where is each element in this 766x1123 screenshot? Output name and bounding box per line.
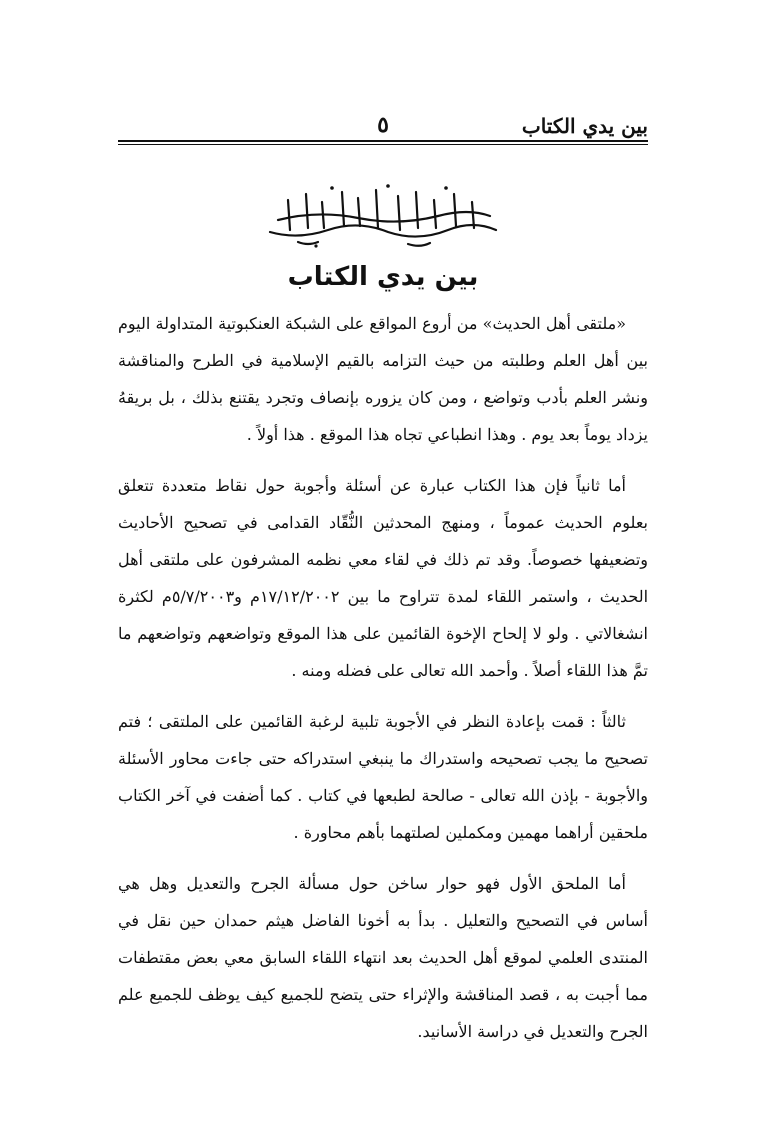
- header-rule-thin: [118, 144, 648, 145]
- running-header-title: بين يدي الكتاب: [521, 114, 648, 138]
- paragraph-4: أما الملحق الأول فهو حوار ساخن حول مسألة الجرح والتعديل وهل هي أساس في التصحيح والتعليل . بدأ به أخونا الفاضل هيثم حمدان حين نقل في المنتدى العلمي لموقع أهل الحديث بعد انتهاء اللقاء السابق معي بعض مقتطفات مما أجبت به ، قصد المناقشة والإثراء حتى يتضح للجميع كيف يوظف للجميع علم الجرح والتعديل في دراسة الأسانيد.: [118, 874, 648, 1041]
- header-rule: [118, 140, 648, 142]
- section-title: بين يدي الكتاب: [287, 262, 479, 292]
- running-header: [118, 112, 648, 142]
- paragraph-3: ثالثاً : قمت بإعادة النظر في الأجوبة تلبية لرغبة القائمين على الملتقى ؛ فتم تصحيح ما يجب تصحيحه واستدراك ما ينبغي استدراكه حتى جاءت محاور الأسئلة والأجوبة - بإذن الله تعالى - صالحة لطبعها في كتاب . كما أضفت في آخر الكتاب ملحقين أراهما مهمين ومكملين لصلتهما بأهم محاورة .: [118, 712, 648, 842]
- basmala-calligraphy: [258, 180, 508, 250]
- body-text: [118, 305, 648, 1064]
- paragraph-1: «ملتقى أهل الحديث» من أروع المواقع على الشبكة العنكبوتية المتداولة اليوم بين أهل العلم وطلبته من حيث التزامه بالقيم الإسلامية في الطرح والمناقشة ونشر العلم بأدب وتواضع ، ومن كان يزوره بإنصاف وتجرد يقتنع بذلك ، بل بريقهُ يزداد يوماً بعد يوم . وهذا انطباعي تجاه هذا الموقع . هذا أولاً .: [118, 314, 648, 444]
- page-number: ٥: [377, 112, 389, 138]
- paragraph-2: أما ثانياً فإن هذا الكتاب عبارة عن أسئلة وأجوبة حول نقاط متعددة تتعلق بعلوم الحديث عموماً ، ومنهج المحدثين النُّقّاد القدامى في تصحيح الأحاديث وتضعيفها خصوصاً. وقد تم ذلك في لقاء معي نظمه المشرفون على ملتقى أهل الحديث ، واستمر اللقاء لمدة تتراوح ما بين ١٧/١٢/٢٠٠٢م و٥/٧/٢٠٠٣م لكثرة انشغالاتي . ولو لا إلحاح الإخوة القائمين على هذا الموقع وتواضعهم وتواضعهم ما تمَّ هذا اللقاء أصلاً . وأحمد الله تعالى على فضله ومنه .: [118, 476, 649, 680]
